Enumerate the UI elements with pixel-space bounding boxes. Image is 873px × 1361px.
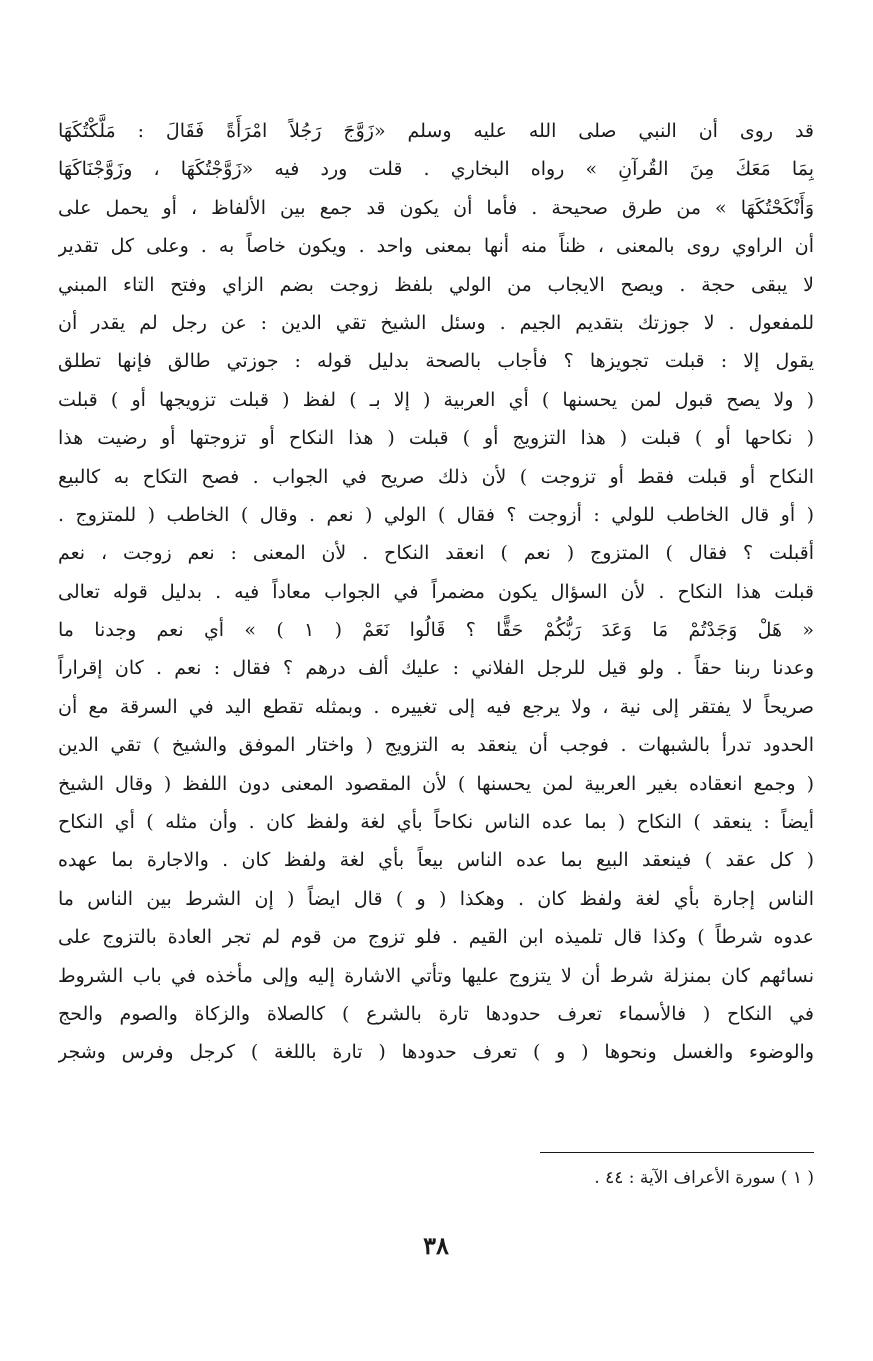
text-line: وَأَنْكَحْتُكَهَا » من طرق صحيحة . فأما أن يكون قد جمع بين الألفاظ ، أو يحمل على: [58, 196, 814, 219]
text-line: قد روى أن النبي صلى الله عليه وسلم «زَوَّجَ رَجُلاً امْرَأَةً فَقَالَ : مَلَّكْتُكَهَا: [58, 120, 814, 142]
text-line: النكاح أو قبلت فقط أو تزوجت ) لأن ذلك صريح في الجواب . فصح التكاح به كالبيع: [58, 465, 814, 488]
footnote: ( ١ ) سورة الأعراف الآية : ٤٤ .: [594, 1168, 814, 1188]
page-number: ٣٨: [423, 1231, 449, 1260]
text-line: يقول إلا : قبلت تجويزها ؟ فأجاب بالصحة بدليل قوله : جوزتي طالق فإنها تطلق: [58, 350, 814, 373]
text-line: أن الراوي روى بالمعنى ، ظناً منه أنها بمعنى واحد . ويكون خاصاً به . وعلى كل تقدير: [58, 235, 814, 258]
text-line: نسائهم كان بمنزلة شرط أن لا يتزوج عليها وتأتي الاشارة إليه وإلى مأخذه في باب الشروط: [58, 964, 814, 987]
text-line: « هَلْ وَجَدْتُمْ مَا وَعَدَ رَبُّكُمْ حَقًّا ؟ قَالُوا نَعَمْ ( ١ ) » أي نعم وجدنا ما: [58, 619, 814, 642]
text-line: ( كل عقد ) فينعقد البيع بما عده الناس بيعاً بأي لغة ولفظ كان . والاجارة بما عهده: [58, 849, 814, 872]
text-line: في النكاح ( فالأسماء تعرف حدودها تارة بالشرع ) كالصلاة والزكاة والصوم والحج: [58, 1002, 814, 1025]
text-line: ( نكاحها أو ) قبلت ( هذا التزويج أو ) قبلت ( هذا النكاح أو تزوجتها أو رضيت هذا: [58, 427, 814, 450]
body-text: [58, 112, 814, 1072]
text-line: الناس إجارة بأي لغة ولفظ كان . وهكذا ( و ) قال ايضاً ( إن الشرط بين الناس ما: [58, 887, 814, 910]
text-line: والوضوء والغسل ونحوها ( و ) تعرف حدودها ( تارة باللغة ) كرجل وفرس وشجر: [58, 1041, 814, 1064]
text-line: ( أو قال الخاطب للولي : أزوجت ؟ فقال ) الولي ( نعم . وقال ) الخاطب ( للمتزوج .: [58, 503, 814, 526]
text-line: لا يبقى حجة . ويصح الايجاب من الولي بلفظ زوجت بضم الزاي وفتح التاء المبني: [58, 273, 814, 296]
text-line: للمفعول . لا جوزتك بتقديم الجيم . وسئل الشيخ تقي الدين : عن رجل لم يقدر أن: [58, 311, 814, 334]
text-line: بِمَا مَعَكَ مِنَ القُرآنِ » رواه البخاري . قلت ورد فيه «زَوَّجْتُكَهَا ، وزَوَّجْنَاكَهَا: [58, 158, 814, 181]
text-line: عدوه شرطاً ) وكذا قال تلميذه ابن القيم . فلو تزوج من قوم لم تجر العادة بالتزوج على: [58, 926, 814, 949]
text-line: ( وجمع انعقاده بغير العربية لمن يحسنها ) لأن المقصود المعنى دون اللفظ ( وقال الشيخ: [58, 772, 814, 795]
text-line: قبلت هذا النكاح . لأن السؤال يكون مضمراً في الجواب معاداً فيه . بدليل قوله تعالى: [58, 580, 814, 603]
text-line: صريحاً لا يفتقر إلى نية ، ولا يرجع فيه إلى تغييره . وبمثله تقطع اليد في السرقة مع أن: [58, 695, 814, 718]
text-line: الحدود تدرأ بالشبهات . فوجب أن ينعقد به التزويج ( واختار الموفق والشيخ ) تقي الدين: [58, 734, 814, 757]
text-line: أيضاً : ينعقد ) النكاح ( بما عده الناس نكاحاً بأي لغة ولفظ كان . وأن مثله ) أي النكاح: [58, 811, 814, 834]
text-line: ( ولا يصح قبول لمن يحسنها ) أي العربية ( إلا بـ ) لفظ ( قبلت تزويجها أو ) قبلت: [58, 388, 814, 411]
text-line: أقبلت ؟ فقال ) المتزوج ( نعم ) انعقد النكاح . لأن المعنى : نعم زوجت ، نعم: [58, 542, 814, 565]
text-line: وعدنا ربنا حقاً . ولو قيل للرجل الفلاني : عليك ألف درهم ؟ فقال : نعم . كان إقراراً: [58, 657, 814, 680]
footnote-separator: [540, 1152, 814, 1153]
